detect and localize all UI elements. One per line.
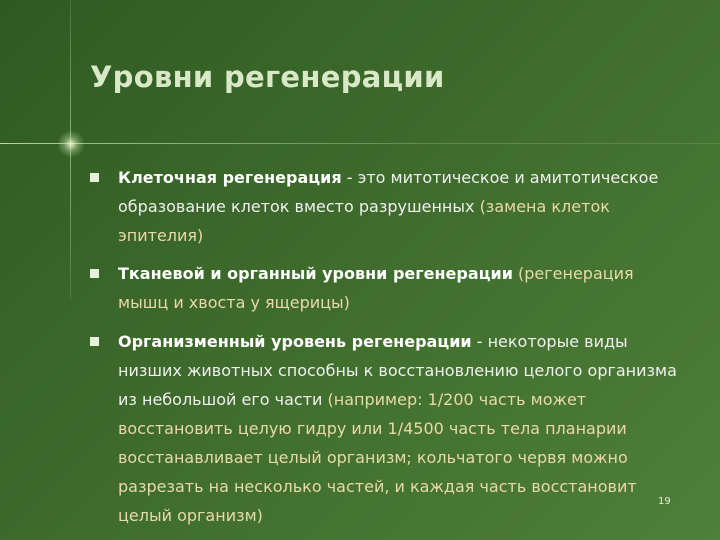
decorative-glow-icon [57,130,85,158]
item-description: из небольшой его части [118,390,328,409]
item-heading: Организменный уровень регенерации [118,332,472,351]
item-example: разрезать на несколько частей, и каждая часть восстановит [118,477,637,496]
square-bullet-icon [90,337,99,346]
item-separator: - [341,168,358,187]
item-example: восстанавливает целый организм; кольчатого червя можно [118,448,628,467]
item-example: целый организм) [118,506,263,525]
square-bullet-icon [90,173,99,182]
item-example: (например: 1/200 часть может [327,390,587,409]
item-example: восстановить целую гидру или 1/4500 часть тела планарии [118,419,627,438]
item-example: (регенерация [512,264,634,283]
page-number: 19 [658,496,671,507]
item-example: мышц и хвоста у ящерицы) [118,293,350,312]
item-description: образование клеток вместо разрушенных [118,197,480,216]
item-heading: Тканевой и органный уровни регенерации [118,264,513,283]
square-bullet-icon [90,269,99,278]
item-example: эпителия) [118,226,204,245]
slide-title: Уровни регенерации [90,60,445,94]
item-description: некоторые виды [487,332,628,351]
item-heading: Клеточная регенерация [118,168,342,187]
item-separator: - [471,332,488,351]
item-example: (замена клеток [479,197,610,216]
item-description: низших животных способны к восстановлению целого организма [118,361,677,380]
decorative-horizontal-line [0,143,720,144]
item-description: это митотическое и амитотическое [357,168,659,187]
